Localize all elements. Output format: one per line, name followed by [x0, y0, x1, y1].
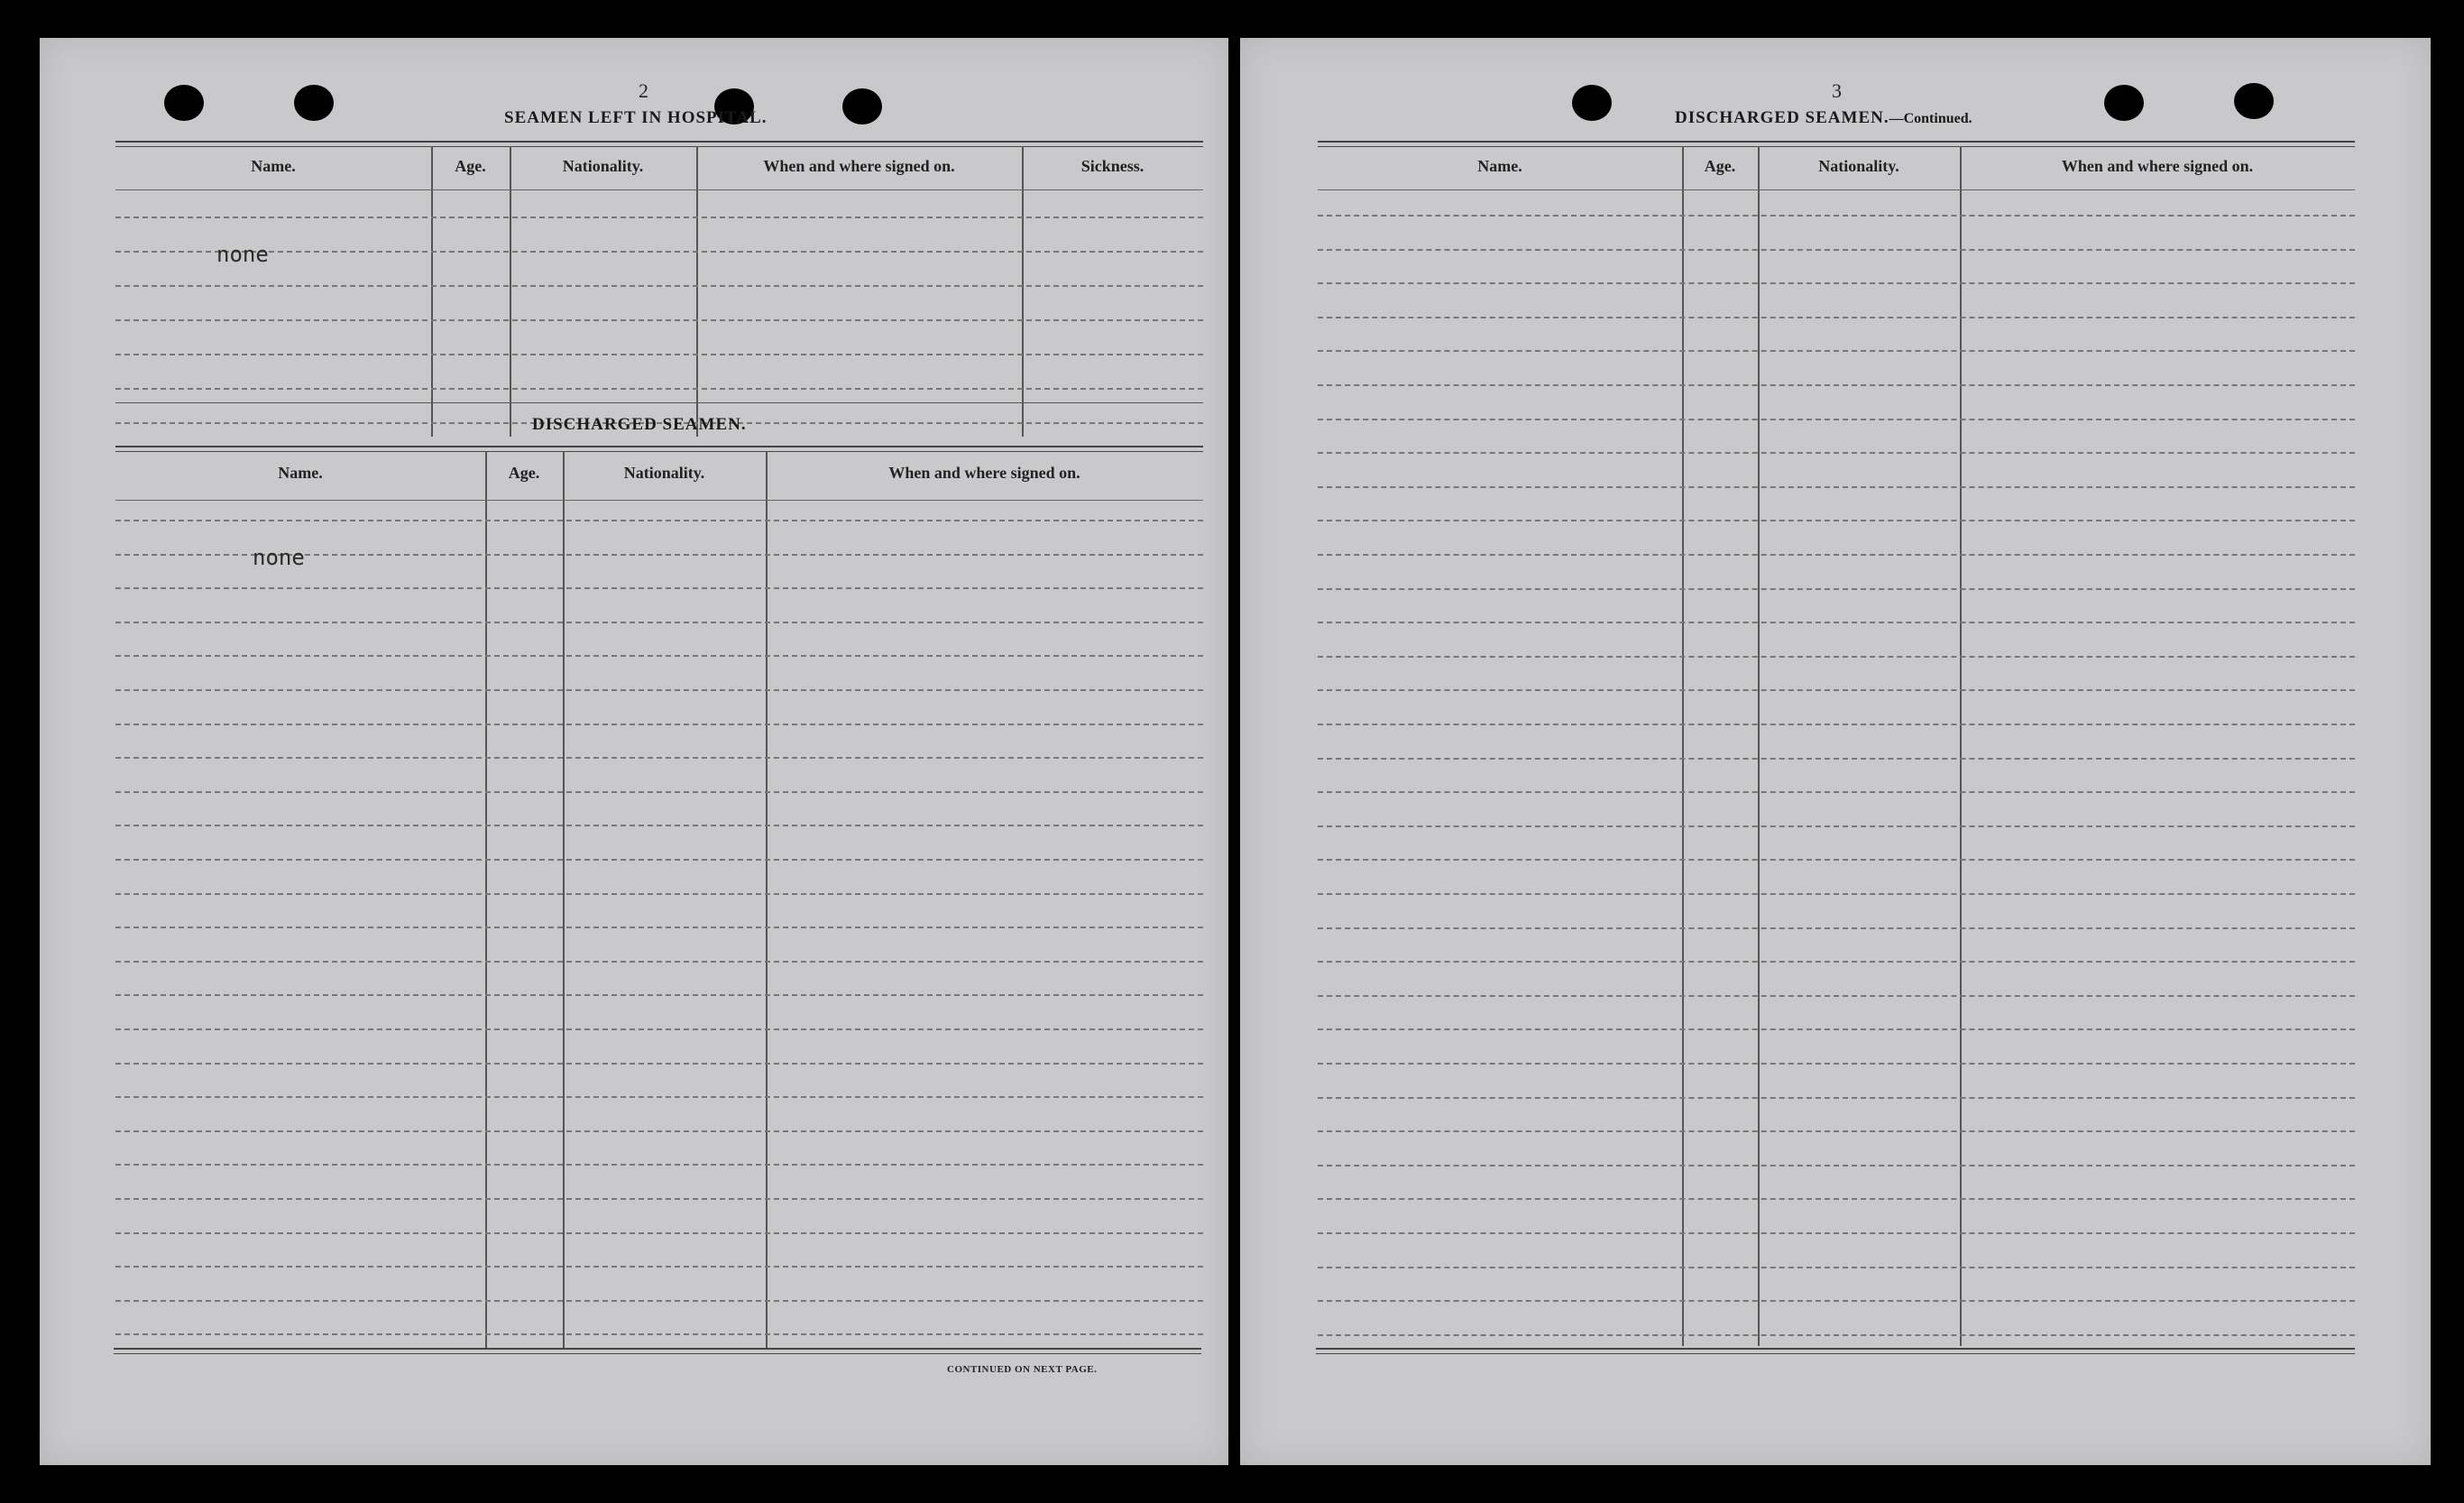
col-header-sickness: Sickness.: [1080, 157, 1145, 175]
bottom-rule: [1316, 1348, 2355, 1354]
discharged-continued-title: [1675, 108, 1972, 128]
entry-line: [115, 1300, 1203, 1302]
page-number: 3: [1832, 79, 1842, 102]
entry-line: [1318, 1267, 2355, 1268]
bottom-rule: [114, 1348, 1201, 1354]
entry-line: [115, 622, 1203, 623]
punch-hole: [294, 85, 334, 121]
col-header-nationality: Nationality.: [1818, 157, 1899, 175]
right-page: [1240, 38, 2431, 1465]
punch-hole: [842, 88, 882, 124]
entry-line: [1318, 317, 2355, 318]
entry-line: [115, 1333, 1203, 1335]
col-header-signed-on: When and where signed on.: [763, 157, 955, 175]
entry-line: [1318, 995, 2355, 997]
page-number: 2: [639, 79, 648, 102]
entry-line: [115, 1063, 1203, 1065]
entry-line: [1318, 452, 2355, 454]
entry-line: [1318, 1232, 2355, 1234]
col-header-age: Age.: [455, 157, 486, 175]
entry-line: [115, 1096, 1203, 1098]
entry-line: [1318, 1063, 2355, 1065]
entry-line: [115, 1266, 1203, 1268]
entry-line: [115, 587, 1203, 589]
entry-line: [115, 724, 1203, 725]
entry-line: [115, 319, 1203, 321]
entry-line: [1318, 1097, 2355, 1099]
punch-hole: [1572, 85, 1612, 121]
col-header-nationality: Nationality.: [623, 464, 705, 482]
entry-line: [115, 689, 1203, 691]
entry-line: [1318, 588, 2355, 590]
entry-line: [115, 1198, 1203, 1200]
discharged-table: [115, 451, 1203, 1348]
entry-line: [115, 825, 1203, 826]
entry-line: [1318, 1130, 2355, 1132]
entry-line: [1318, 554, 2355, 556]
entry-line: [1318, 791, 2355, 793]
entry-line: [115, 354, 1203, 355]
entry-line: [115, 927, 1203, 928]
entry-line: [1318, 758, 2355, 760]
hospital-entry: none: [216, 242, 269, 267]
entry-line: [115, 893, 1203, 895]
entry-line: [1318, 384, 2355, 386]
col-header-nationality: Nationality.: [562, 157, 644, 175]
entry-line: [1318, 249, 2355, 251]
column-rule: [563, 451, 565, 1348]
entry-line: [115, 655, 1203, 657]
entry-line: [115, 961, 1203, 963]
entry-line: [115, 251, 1203, 253]
entry-line: [115, 217, 1203, 218]
entry-line: [115, 1130, 1203, 1132]
punch-hole: [164, 85, 204, 121]
entry-line: [1318, 1300, 2355, 1302]
entry-line: [1318, 893, 2355, 895]
entry-line: [115, 859, 1203, 861]
entry-line: [1318, 419, 2355, 420]
section-rule: [115, 402, 1203, 403]
entry-line: [1318, 689, 2355, 691]
header-rule: [115, 189, 1203, 190]
col-header-age: Age.: [508, 464, 540, 482]
hospital-table: [115, 146, 1203, 437]
entry-line: [1318, 215, 2355, 217]
entry-line: [115, 1028, 1203, 1030]
entry-line: [1318, 1198, 2355, 1200]
discharged-entry: none: [253, 545, 305, 570]
entry-line: [1318, 350, 2355, 352]
entry-line: [1318, 724, 2355, 725]
column-rule: [766, 451, 768, 1348]
header-rule: [1318, 189, 2355, 190]
discharged-continued-table: [1318, 146, 2355, 1346]
entry-line: [1318, 825, 2355, 827]
continued-note: CONTINUED ON NEXT PAGE.: [947, 1364, 1098, 1375]
entry-line: [1318, 486, 2355, 488]
entry-line: [115, 1164, 1203, 1166]
entry-line: [115, 520, 1203, 521]
hospital-section-title: SEAMEN LEFT IN HOSPITAL.: [504, 108, 768, 127]
title-text: DISCHARGED SEAMEN.: [1675, 108, 1889, 127]
entry-line: [115, 1232, 1203, 1234]
col-header-name: Name.: [278, 464, 323, 482]
punch-hole: [2104, 85, 2144, 121]
col-header-signed-on: When and where signed on.: [888, 464, 1080, 482]
entry-line: [1318, 1334, 2355, 1336]
title-suffix: —Continued.: [1889, 111, 1972, 126]
header-rule: [115, 500, 1203, 501]
col-header-age: Age.: [1704, 157, 1736, 175]
discharged-section-title: DISCHARGED SEAMEN.: [532, 415, 747, 434]
entry-line: [1318, 859, 2355, 861]
entry-line: [115, 757, 1203, 759]
entry-line: [1318, 961, 2355, 963]
punch-hole: [2234, 83, 2274, 119]
entry-line: [1318, 656, 2355, 658]
entry-line: [115, 388, 1203, 390]
entry-line: [1318, 520, 2355, 521]
entry-line: [1318, 622, 2355, 623]
entry-line: [115, 791, 1203, 793]
entry-line: [1318, 282, 2355, 284]
col-header-name: Name.: [251, 157, 296, 175]
entry-line: [1318, 1028, 2355, 1030]
entry-line: [1318, 927, 2355, 929]
entry-line: [115, 285, 1203, 287]
entry-line: [1318, 1165, 2355, 1166]
col-header-signed-on: When and where signed on.: [2061, 157, 2254, 175]
entry-line: [115, 994, 1203, 996]
column-rule: [485, 451, 487, 1348]
left-page: [40, 38, 1228, 1465]
col-header-name: Name.: [1477, 157, 1522, 175]
